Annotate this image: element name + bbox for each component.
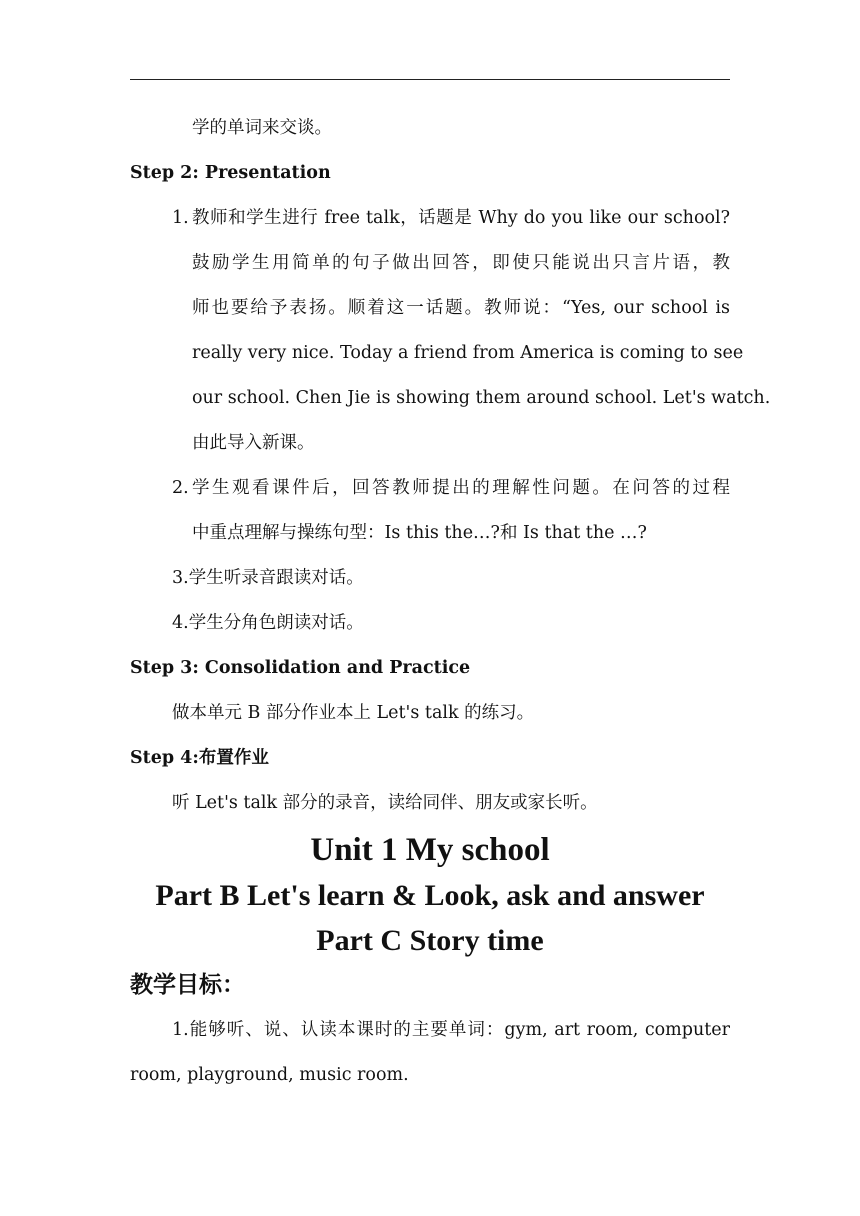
list-item-line: 教师和学生进行 free talk，话题是 Why do you like our school? (192, 208, 730, 228)
list-number: 2. (172, 478, 189, 498)
list-item: 4.学生分角色朗读对话。 (172, 613, 364, 633)
step2-heading: Step 2: Presentation (130, 163, 331, 183)
continuation-line: 学的单词来交谈。 (192, 118, 332, 138)
list-item-line: really very nice. Today a friend from America is coming to see (192, 343, 744, 363)
step3-heading: Step 3: Consolidation and Practice (130, 658, 471, 678)
list-item-line: 中重点理解与操练句型：Is this the…?和 Is that the …? (192, 523, 647, 543)
objective-line: room, playground, music room. (130, 1065, 409, 1085)
list-item-line: 学生观看课件后，回答教师提出的理解性问题。在问答的过程 (192, 478, 730, 498)
list-item-line: 鼓励学生用简单的句子做出回答，即使只能说出只言片语，教 (192, 253, 730, 273)
lesson-title-block (130, 828, 730, 963)
list-number: 1. (172, 208, 189, 228)
list-item (130, 196, 771, 466)
list-item (130, 466, 730, 556)
objectives-heading: 教学目标： (130, 972, 245, 998)
document-body (130, 106, 771, 1098)
part-c-title: Part C Story time (316, 924, 544, 957)
step4-heading: Step 4:布置作业 (130, 748, 269, 768)
part-b-title: Part B Let's learn & Look, ask and answer (155, 879, 705, 912)
list-item-line: 由此导入新课。 (192, 433, 315, 453)
step4-text: 听 Let's talk 部分的录音，读给同伴、朋友或家长听。 (172, 793, 598, 813)
unit-title: Unit 1 My school (310, 832, 550, 868)
list-item-line: our school. Chen Jie is showing them around school. Let's watch. (192, 388, 771, 408)
list-item: 3.学生听录音跟读对话。 (172, 568, 364, 588)
objective-line: 1.能够听、说、认读本课时的主要单词：gym, art room, computer (172, 1020, 730, 1040)
list-item-line: 师也要给予表扬。顺着这一话题。教师说：“Yes, our school is (192, 298, 730, 318)
header-rule (130, 79, 730, 80)
step3-text: 做本单元 B 部分作业本上 Let's talk 的练习。 (172, 703, 535, 723)
